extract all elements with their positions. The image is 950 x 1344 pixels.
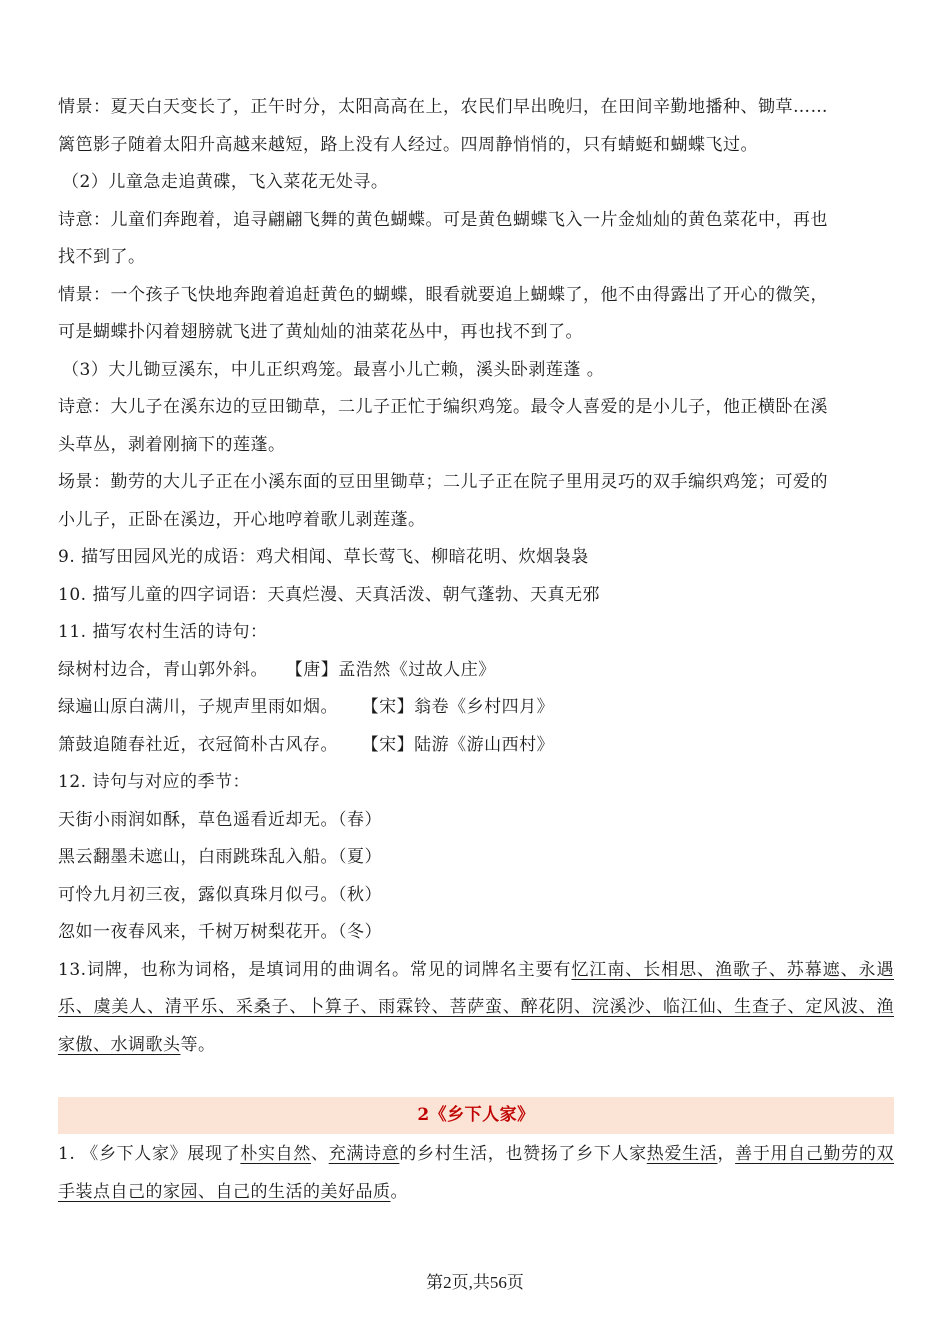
cipai-paragraph xyxy=(58,952,894,1065)
text-line: 小儿子，正卧在溪边，开心地哼着歌儿剥莲蓬。 xyxy=(58,509,426,530)
text-line: 头草丛，剥着刚摘下的莲蓬。 xyxy=(58,434,286,455)
summary-text: ， xyxy=(717,1144,736,1164)
page-number: 第2页,共56页 xyxy=(426,1273,524,1292)
text-line: 场景：勤劳的大儿子正在小溪东面的豆田里锄草；二儿子正在院子里用灵巧的双手编织鸡笼；可爱的 xyxy=(58,472,828,492)
text-line: （2）儿童急走追黄碟，飞入菜花无处寻。 xyxy=(62,172,389,192)
text-line: 可是蝴蝶扑闪着翅膀就飞进了黄灿灿的油菜花丛中，再也找不到了。 xyxy=(58,322,583,342)
poem-line: 黑云翻墨未遮山，白雨跳珠乱入船。（夏） xyxy=(58,847,382,867)
section-body xyxy=(58,1136,894,1211)
text-line: 9. 描写田园风光的成语：鸡犬相闻、草长莺飞、柳暗花明、炊烟袅袅 xyxy=(58,547,589,567)
poem-line: 绿树村边合，青山郭外斜。 【唐】孟浩然《过故人庄》 xyxy=(58,659,496,680)
poem-line: 忽如一夜春风来，千树万树梨花开。（冬） xyxy=(58,922,382,942)
text-line: 情景：一个孩子飞快地奔跑着追赶黄色的蝴蝶，眼看就要追上蝴蝶了，他不由得露出了开心的微笑， xyxy=(58,284,828,305)
summary-paragraph xyxy=(58,1136,894,1211)
keyword-underlined: 热爱生活 xyxy=(646,1144,718,1164)
keyword-underlined: 朴实自然 xyxy=(240,1144,312,1164)
keyword-underlined: 充满诗意 xyxy=(328,1144,400,1164)
summary-text: 的乡村生活，也赞扬了乡下人家 xyxy=(399,1144,647,1164)
cipai-intro: 13.词牌，也称为词格，是填词用的曲调名。常见的词牌名主要有 xyxy=(58,959,572,980)
poem-line: 天街小雨润如酥，草色遥看近却无。（春） xyxy=(58,809,382,830)
summary-text: 1. 《乡下人家》展现了 xyxy=(58,1144,241,1164)
poem-line: 可怜九月初三夜，露似真珠月似弓。（秋） xyxy=(58,884,382,905)
text-line: 情景：夏天白天变长了，正午时分，太阳高高在上，农民们早出晚归，在田间辛勤地播种、锄草…… xyxy=(58,97,828,117)
text-line: 找不到了。 xyxy=(58,247,146,267)
poem-line: 箫鼓追随春社近，衣冠简朴古风存。 【宋】陆游《游山西村》 xyxy=(58,734,555,755)
text-line: 诗意：大儿子在溪东边的豆田锄草，二儿子正忙于编织鸡笼。最令人喜爱的是小儿子，他正横卧在溪 xyxy=(58,397,828,417)
section-heading: 2《乡下人家》 xyxy=(58,1097,894,1134)
poem-line: 绿遍山原白满川，子规声里雨如烟。 【宋】翁卷《乡村四月》 xyxy=(58,697,555,717)
text-line: 诗意：儿童们奔跑着，追寻翩翩飞舞的黄色蝴蝶。可是黄色蝴蝶飞入一片金灿灿的黄色菜花中，再也 xyxy=(58,209,828,230)
text-line: 10. 描写儿童的四字词语：天真烂漫、天真活泼、朝气蓬勃、天真无邪 xyxy=(58,584,600,605)
summary-text: 。 xyxy=(390,1181,408,1202)
text-line: 篱笆影子随着太阳升高越来越短，路上没有人经过。四周静悄悄的，只有蜻蜓和蝴蝶飞过。 xyxy=(58,134,758,155)
cipai-suffix: 等。 xyxy=(180,1034,216,1055)
cipai-names: 忆江南、长相思、渔歌子、苏幕遮、永遇乐、虞美人、清平乐、采桑子、卜算子、雨霖铃、菩萨蛮、醉花阴、浣溪沙、临江仙、生查子、定风波、渔家傲、水调歌头 xyxy=(58,959,894,1055)
text-line: 11. 描写农村生活的诗句： xyxy=(58,622,268,642)
text-line: （3）大儿锄豆溪东，中儿正织鸡笼。最喜小儿亡赖，溪头卧剥莲蓬 。 xyxy=(62,359,605,380)
page-body xyxy=(58,89,894,1064)
summary-text: 、 xyxy=(311,1144,329,1164)
text-line: 12. 诗句与对应的季节： xyxy=(58,772,250,792)
keyword-underlined: 善于用自己勤劳的双手装点自己的家园、自己的生活的美好品质 xyxy=(58,1144,895,1202)
